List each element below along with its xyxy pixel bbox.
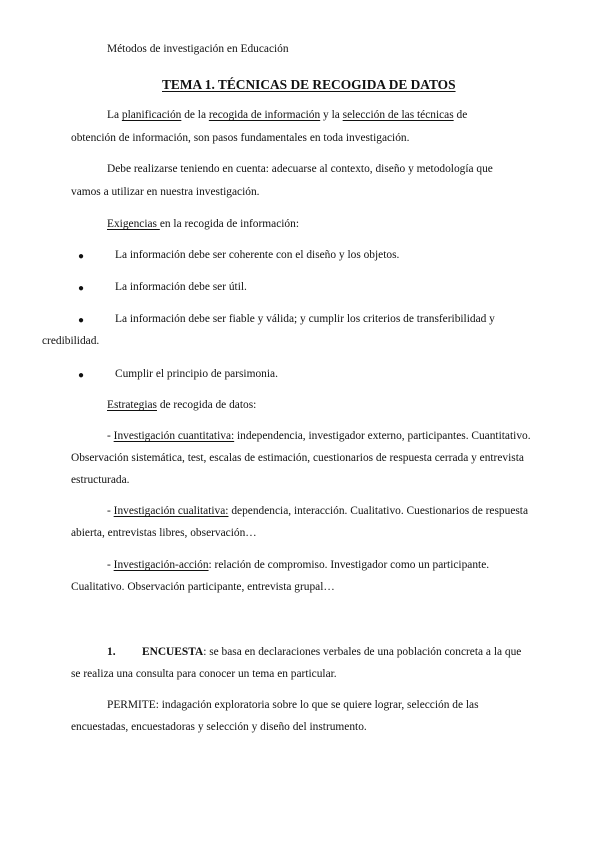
estrategias-rest: de recogida de datos: <box>156 399 257 411</box>
text-run: independencia, investigador externo, participantes. Cuantitativo. <box>234 430 531 442</box>
bullet-icon: ● <box>78 315 85 326</box>
course-header: Métodos de investigación en Educación <box>107 43 289 55</box>
cualitativa-label: Investigación cualitativa: <box>113 505 229 517</box>
intro-paragraph-2-line-1: Debe realizarse teniendo en cuenta: adecuarse al contexto, diseño y metodología que <box>107 163 493 175</box>
encuesta-number: 1. <box>107 646 116 658</box>
cualitativa-line-1 <box>107 505 528 517</box>
bullet-icon: ● <box>78 370 85 381</box>
dash: - <box>107 505 114 517</box>
cuantitativa-line-3: estructurada. <box>71 474 130 486</box>
text-run: de la <box>181 109 209 121</box>
accion-line-2: Cualitativo. Observación participante, entrevista grupal… <box>71 581 335 593</box>
exigencias-heading <box>107 218 299 230</box>
intro-paragraph-1-line-2: obtención de información, son pasos fundamentales en toda investigación. <box>71 132 410 144</box>
exigencias-rest: en la recogida de información: <box>159 218 299 230</box>
cuantitativa-line-2: Observación sistemática, test, escalas de estimación, cuestionarios de respuesta cerrada y entrevista <box>71 452 524 464</box>
bullet-icon: ● <box>78 283 85 294</box>
text-run: La <box>107 109 122 121</box>
underlined-term-planificacion: planificación <box>121 109 182 121</box>
cuantitativa-line-1 <box>107 430 531 442</box>
list-item: La información debe ser coherente con el diseño y los objetos. <box>115 249 400 261</box>
list-item: Cumplir el principio de parsimonia. <box>115 368 278 380</box>
underlined-term-recogida: recogida de información <box>208 109 321 121</box>
permite-line-2: encuestadas, encuestadoras y selección y diseño del instrumento. <box>71 721 367 733</box>
estrategias-heading <box>107 399 256 411</box>
encuesta-label: ENCUESTA <box>142 646 204 658</box>
bullet-icon: ● <box>78 251 85 262</box>
list-item: La información debe ser fiable y válida; y cumplir los criterios de transferibilidad y <box>115 313 495 325</box>
cuantitativa-label: Investigación cuantitativa: <box>113 430 235 442</box>
text-run: : se basa en declaraciones verbales de una población concreta a la que <box>203 646 522 658</box>
text-run: y la <box>320 109 343 121</box>
intro-paragraph-2-line-2: vamos a utilizar en nuestra investigación. <box>71 186 260 198</box>
cualitativa-line-2: abierta, entrevistas libres, observación… <box>71 527 257 539</box>
list-item-continuation: credibilidad. <box>42 335 100 347</box>
encuesta-line-2: se realiza una consulta para conocer un tema en particular. <box>71 668 337 680</box>
text-run: : relación de compromiso. Investigador como un participante. <box>208 559 490 571</box>
exigencias-label: Exigencias <box>107 218 160 230</box>
accion-label: Investigación-acción <box>113 559 209 571</box>
page-title: TEMA 1. TÉCNICAS DE RECOGIDA DE DATOS <box>162 77 456 92</box>
accion-line-1 <box>107 559 489 571</box>
encuesta-line-1 <box>142 646 521 658</box>
dash: - <box>107 559 114 571</box>
list-item: La información debe ser útil. <box>115 281 247 293</box>
text-run: de <box>453 109 468 121</box>
dash: - <box>107 430 114 442</box>
estrategias-label: Estrategias <box>107 399 157 411</box>
text-run: dependencia, interacción. Cualitativo. Cuestionarios de respuesta <box>228 505 529 517</box>
intro-paragraph-1-line-1 <box>107 109 467 121</box>
permite-line-1: PERMITE: indagación exploratoria sobre lo que se quiere lograr, selección de las <box>107 699 479 711</box>
underlined-term-seleccion: selección de las técnicas <box>342 109 454 121</box>
